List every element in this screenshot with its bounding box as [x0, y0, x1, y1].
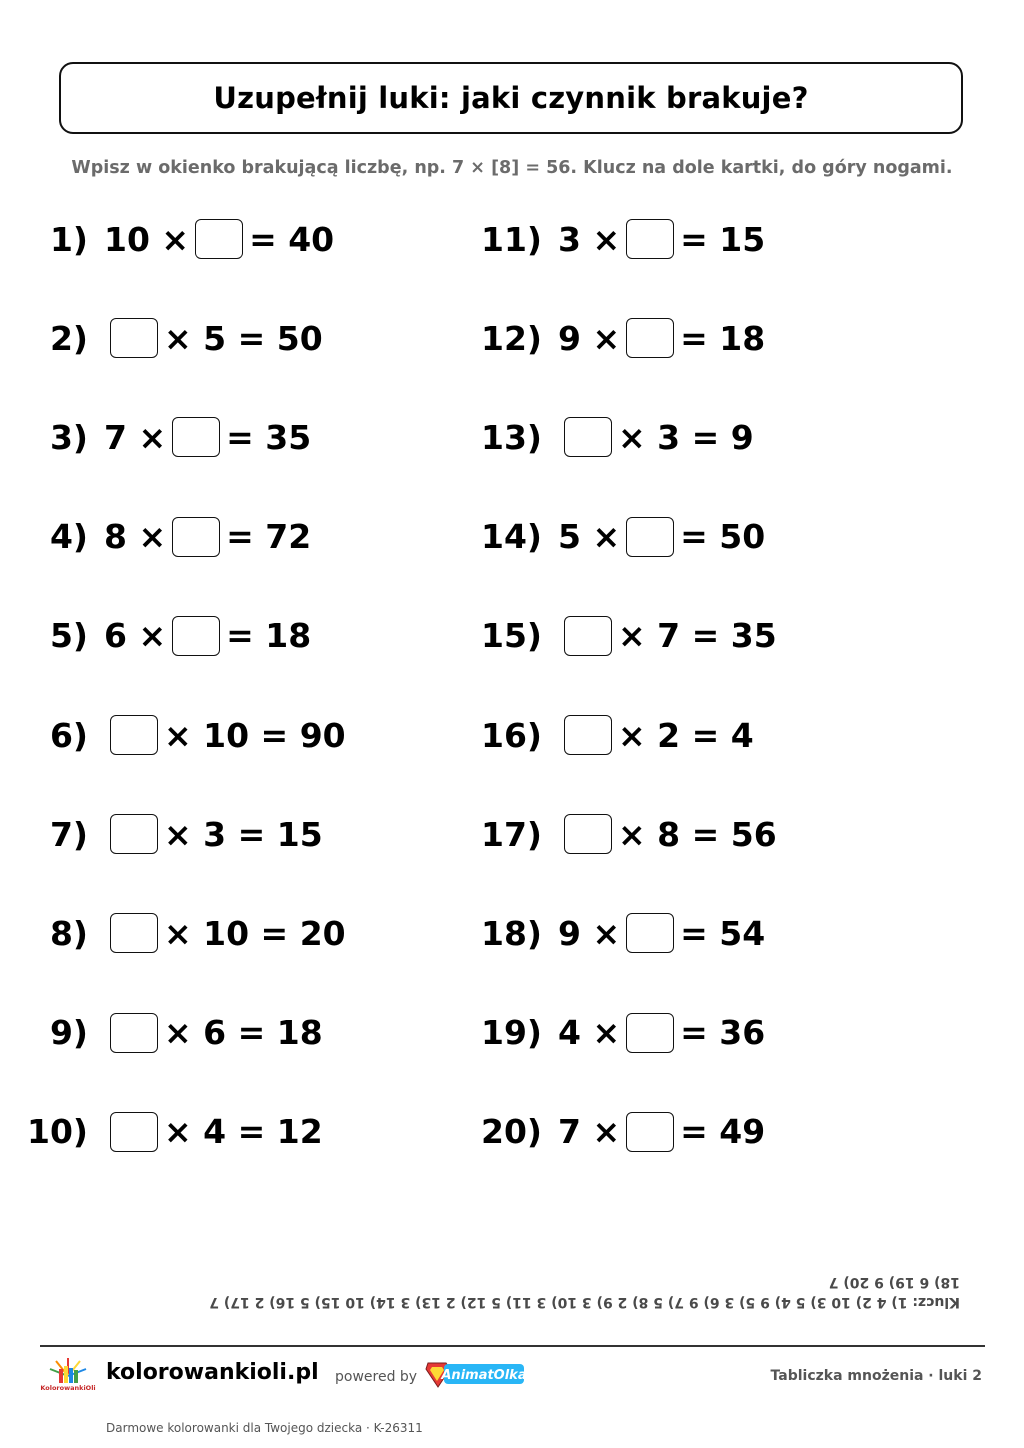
problem-row — [480, 712, 754, 758]
problem-left-operand: 8 × — [104, 517, 167, 557]
problem-row — [24, 712, 346, 758]
problem-right-expression: = 49 — [680, 1112, 766, 1152]
answer-blank-box[interactable] — [195, 219, 243, 259]
footer-worksheet-label: Tabliczka mnożenia · luki 2 — [770, 1368, 982, 1384]
answer-blank-box[interactable] — [626, 219, 674, 259]
problem-row — [480, 1109, 765, 1155]
answer-blank-box[interactable] — [110, 913, 158, 953]
problem-row — [24, 414, 311, 460]
problem-row — [24, 315, 323, 361]
answer-blank-box[interactable] — [110, 715, 158, 755]
problem-right-expression: = 18 — [226, 616, 312, 656]
problem-left-operand: 5 × — [558, 517, 621, 557]
kolorowankioli-logo — [40, 1354, 96, 1394]
problem-number: 13) — [480, 417, 542, 457]
answer-blank-box[interactable] — [110, 1112, 158, 1152]
problem-number: 17) — [480, 814, 542, 854]
problem-number: 6) — [49, 715, 88, 755]
answer-blank-box[interactable] — [626, 913, 674, 953]
problem-left-operand: 3 × — [558, 219, 621, 259]
answer-blank-box[interactable] — [564, 715, 612, 755]
page-title: Uzupełnij luki: jaki czynnik brakuje? — [213, 81, 809, 115]
problem-row — [480, 414, 754, 460]
problem-right-expression: × 6 = 18 — [164, 1013, 323, 1053]
problem-number: 20) — [480, 1112, 542, 1152]
answer-blank-box[interactable] — [110, 814, 158, 854]
animatolka-logo — [424, 1357, 528, 1391]
problem-row — [480, 514, 765, 560]
problem-number: 14) — [480, 517, 542, 557]
problem-number: 10) — [26, 1112, 88, 1152]
problem-right-expression: × 3 = 15 — [164, 814, 323, 854]
answer-key — [60, 1272, 960, 1312]
answer-blank-box[interactable] — [626, 517, 674, 557]
problem-number: 7) — [49, 814, 88, 854]
problem-right-expression: = 35 — [226, 417, 312, 457]
logo-text: KolorowankiOli — [40, 1384, 96, 1392]
answer-blank-box[interactable] — [110, 1013, 158, 1053]
answer-blank-box[interactable] — [172, 616, 220, 656]
title-box — [59, 62, 963, 134]
problem-right-expression: × 5 = 50 — [164, 318, 323, 358]
problem-number: 15) — [480, 616, 542, 656]
answer-blank-box[interactable] — [564, 616, 612, 656]
problem-right-expression: = 54 — [680, 913, 766, 953]
problem-right-expression: = 50 — [680, 517, 766, 557]
problem-right-expression: × 8 = 56 — [618, 814, 777, 854]
problem-row — [480, 216, 765, 262]
problem-number: 19) — [480, 1013, 542, 1053]
problem-left-operand: 9 × — [558, 913, 621, 953]
problem-number: 3) — [49, 417, 88, 457]
problem-number: 16) — [480, 715, 542, 755]
problem-right-expression: × 4 = 12 — [164, 1112, 323, 1152]
powered-by-label: powered by — [335, 1369, 418, 1385]
problem-number: 5) — [49, 616, 88, 656]
answer-blank-box[interactable] — [172, 517, 220, 557]
problem-left-operand: 9 × — [558, 318, 621, 358]
problem-right-expression: = 36 — [680, 1013, 766, 1053]
footer-subtext: Darmowe kolorowanki dla Twojego dziecka · K-26311 — [106, 1421, 423, 1435]
problem-row — [24, 811, 323, 857]
problem-row — [480, 315, 765, 361]
answer-blank-box[interactable] — [564, 814, 612, 854]
problem-right-expression: = 18 — [680, 318, 766, 358]
problem-row — [24, 1010, 323, 1056]
problem-number: 18) — [480, 913, 542, 953]
instructions: Wpisz w okienko brakującą liczbę, np. 7 × [8] = 56. Klucz na dole kartki, do góry nogami. — [71, 158, 953, 178]
site-name: kolorowankioli.pl — [106, 1360, 319, 1385]
problem-number: 12) — [480, 318, 542, 358]
problem-row — [24, 514, 311, 560]
problem-right-expression: = 72 — [226, 517, 312, 557]
problem-right-expression: × 2 = 4 — [618, 715, 754, 755]
answer-key-line-1: Klucz: 1) 4 2) 10 3) 5 4) 9 5) 3 6) 9 7) 5 8) 2 9) 3 10) 3 11) 5 12) 2 13) 3 14) 10 15) 5 16) 2 17) 7 — [209, 1294, 960, 1310]
animatolka-logo-text: AnimatOlka — [441, 1368, 527, 1383]
problem-row — [24, 1109, 323, 1155]
footer-divider — [40, 1345, 985, 1347]
problem-row — [24, 910, 346, 956]
problem-number: 8) — [49, 913, 88, 953]
problem-row — [480, 811, 777, 857]
problem-right-expression: × 7 = 35 — [618, 616, 777, 656]
problem-row — [24, 216, 334, 262]
answer-blank-box[interactable] — [110, 318, 158, 358]
problem-left-operand: 6 × — [104, 616, 167, 656]
problem-number: 1) — [49, 219, 88, 259]
answer-blank-box[interactable] — [564, 417, 612, 457]
problem-row — [480, 1010, 765, 1056]
problem-row — [480, 613, 777, 659]
problem-number: 11) — [480, 219, 542, 259]
answer-key-line-2: 18) 6 19) 9 20) 7 — [828, 1274, 960, 1290]
answer-blank-box[interactable] — [172, 417, 220, 457]
problem-number: 9) — [49, 1013, 88, 1053]
answer-blank-box[interactable] — [626, 1013, 674, 1053]
problem-right-expression: = 40 — [249, 219, 335, 259]
problem-row — [24, 613, 311, 659]
problem-left-operand: 7 × — [558, 1112, 621, 1152]
problem-row — [480, 910, 765, 956]
problem-left-operand: 10 × — [104, 219, 190, 259]
problem-right-expression: = 15 — [680, 219, 766, 259]
problem-right-expression: × 10 = 20 — [164, 913, 346, 953]
problem-left-operand: 4 × — [558, 1013, 621, 1053]
problem-number: 4) — [49, 517, 88, 557]
problem-left-operand: 7 × — [104, 417, 167, 457]
problem-number: 2) — [49, 318, 88, 358]
problem-right-expression: × 10 = 90 — [164, 715, 346, 755]
answer-blank-box[interactable] — [626, 1112, 674, 1152]
problem-right-expression: × 3 = 9 — [618, 417, 754, 457]
answer-blank-box[interactable] — [626, 318, 674, 358]
